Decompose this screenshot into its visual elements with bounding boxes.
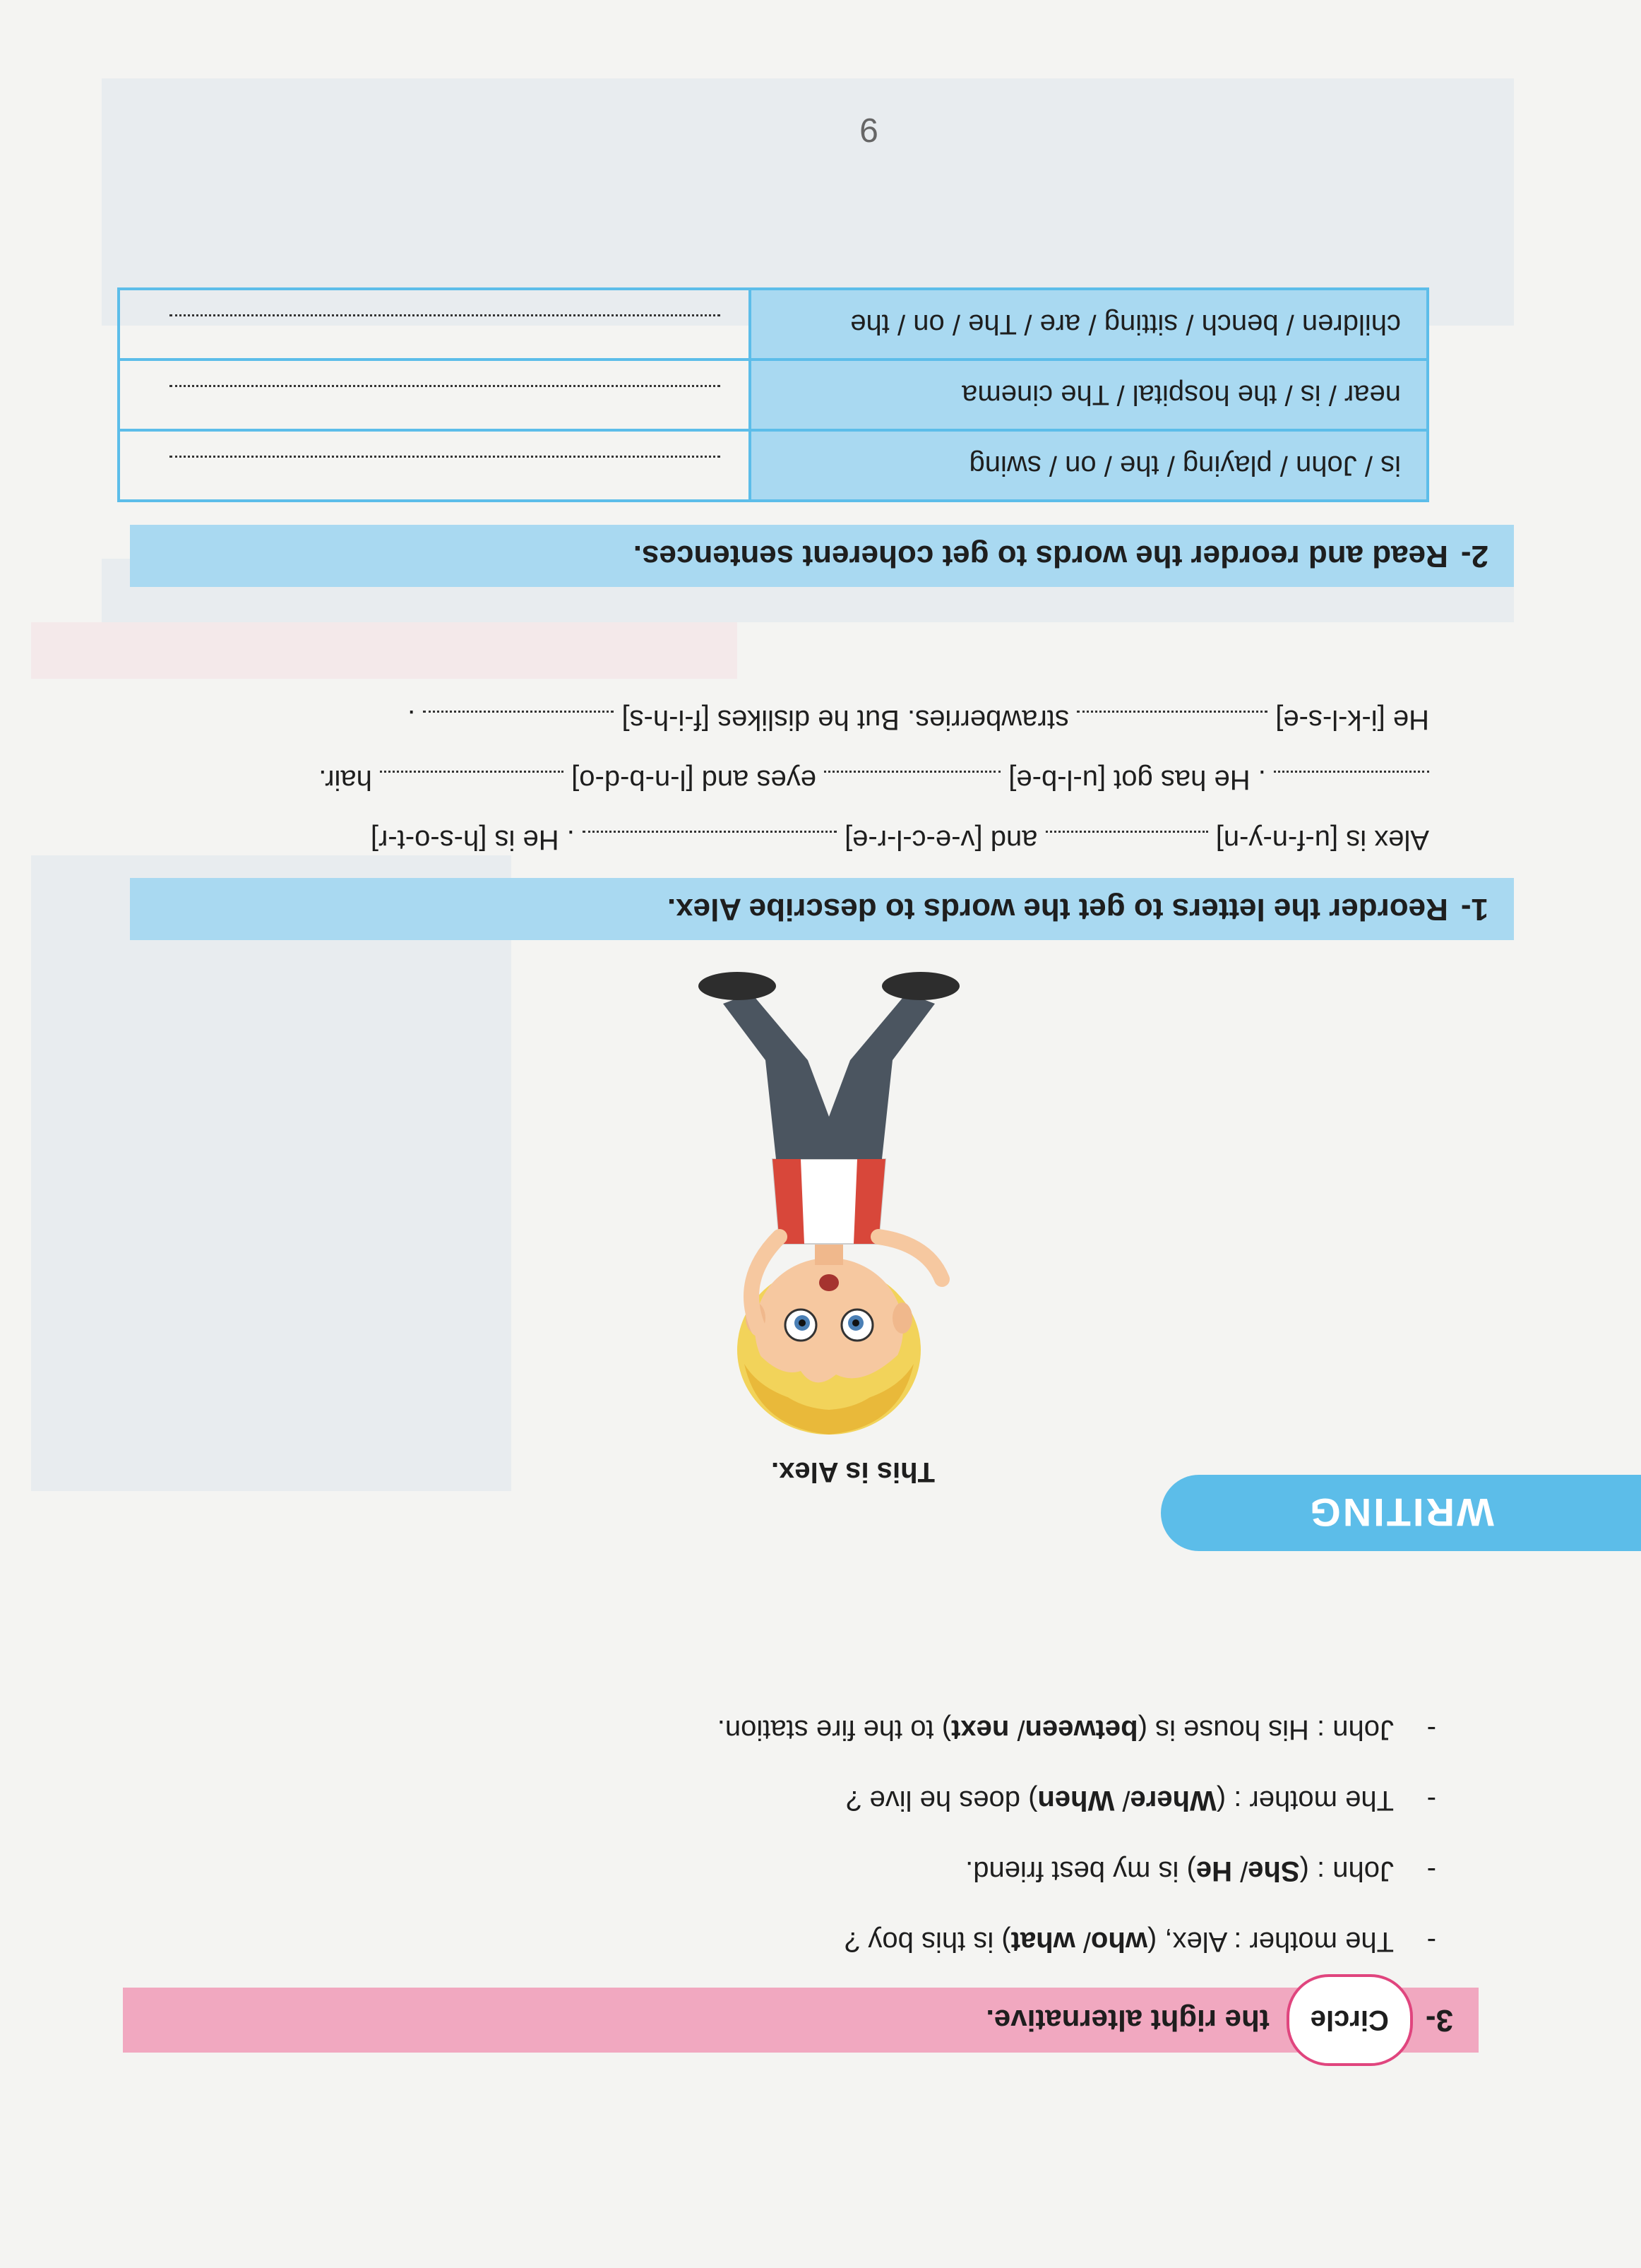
exercise-line: -The mother : Alex, (who/ what) is this boy ? [844,1926,1436,1957]
answer-cell[interactable] [120,290,748,358]
table-row [120,290,1426,358]
blank-line[interactable] [169,315,720,334]
reorder-words-table [117,287,1429,502]
section-number: 2- [1460,539,1488,574]
bleed-through-shape [31,622,737,679]
table-row [120,429,1426,499]
answer-cell[interactable] [120,361,748,429]
illustration-caption: This is Alex. [771,1456,935,1488]
section-3-header [123,1988,1479,2053]
bleed-through-shape [31,855,511,1491]
blank-line[interactable] [169,456,720,475]
blank-line[interactable] [423,711,614,734]
section-number: 1- [1460,892,1488,927]
word-prompt: near / is / the hospital / The cinema [748,361,1426,429]
table-row [120,358,1426,429]
page-number: 9 [859,111,878,148]
section-instruction: Read and reorder the words to get coherent sentences. [633,539,1448,574]
writing-banner: WRITING [1161,1475,1641,1551]
word-prompt: children / bench / sitting / are / The / on / the [748,290,1426,358]
exercise-line: -John : (She/ He) is my best friend. [965,1856,1436,1887]
word-prompt: is / John / playing / the / on / swing [748,432,1426,499]
blank-line[interactable] [380,771,563,794]
section-instruction: the right alternative. [986,2004,1270,2037]
blank-line[interactable] [583,831,837,854]
answer-cell[interactable] [120,432,748,499]
exercise-line: -The mother : (Where/ When) does he live ? [846,1785,1436,1816]
reorder-letters-line: Alex is [u-f-n-y-n] and [v-e-c-l-r-e] . He is [h-s-o-t-r] [370,824,1429,855]
section-number: 3- [1425,2003,1453,2038]
section-2-header [130,525,1514,587]
section-instruction: Reorder the letters to get the words to describe Alex. [667,892,1448,927]
reorder-letters-line: He [i-k-l-s-e] strawberries. But he dislikes [f-i-h-s] . [407,704,1429,735]
exercise-line: -John : His house is (between/ next) to the fire station. [717,1714,1436,1745]
circle-word-badge: Circle [1287,1974,1413,2066]
blank-line[interactable] [1046,831,1208,854]
blank-line[interactable] [1077,711,1267,734]
blank-line[interactable] [824,771,1001,794]
blank-line[interactable] [1274,771,1429,794]
reorder-letters-line: . He has got [u-l-b-e] eyes and [l-n-b-d-o] hair. [318,764,1429,795]
blank-line[interactable] [169,386,720,405]
section-1-header [130,878,1514,940]
boy-illustration [688,947,970,1456]
